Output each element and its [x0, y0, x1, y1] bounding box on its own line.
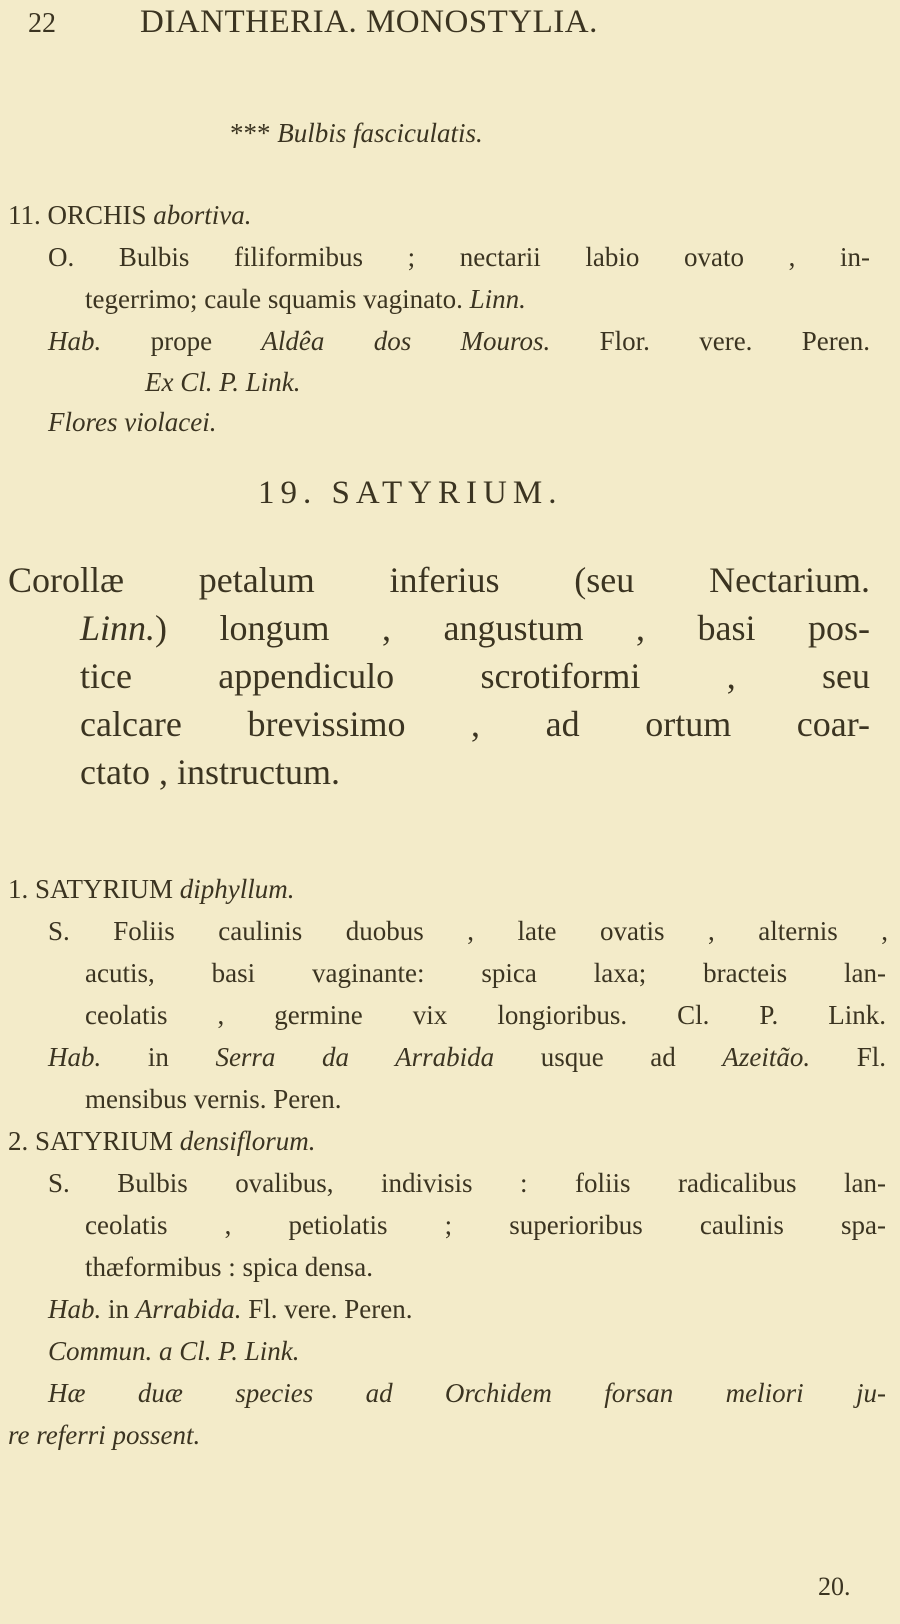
italic-text: Hæ duæ species ad Orchidem forsan meliori ju-	[48, 1378, 886, 1408]
text-line	[80, 750, 340, 794]
text-segment: tice appendiculo scrotiformi , seu	[80, 656, 870, 696]
text-segment: S. Foliis caulinis duobus , late ovatis , alternis ,	[48, 916, 888, 946]
text-line	[8, 558, 870, 602]
text-line	[80, 606, 870, 650]
running-title: DIANTHERIA. MONOSTYLIA.	[140, 4, 598, 40]
text-segment: calcare brevissimo , ad ortum coar-	[80, 704, 870, 744]
text-line	[145, 365, 301, 399]
text-line	[85, 956, 886, 990]
text-line	[8, 198, 252, 232]
italic-text: abortiva.	[153, 200, 252, 230]
text-segment: thæformibus : spica densa.	[85, 1252, 373, 1282]
italic-text: Serra da Arrabida	[215, 1042, 495, 1072]
italic-text: densiflorum.	[179, 1126, 316, 1156]
text-segment: ceolatis , germine vix longioribus. Cl. P. Link.	[85, 1000, 886, 1030]
text-line	[80, 702, 870, 746]
text-line	[85, 1208, 886, 1242]
text-segment: in	[101, 1042, 216, 1072]
italic-text: Linn.	[469, 284, 526, 314]
text-line	[8, 1124, 316, 1158]
text-segment: mensibus vernis. Peren.	[85, 1084, 342, 1114]
text-segment: 19. SATYRIUM.	[258, 475, 563, 511]
text-segment: 11. ORCHIS	[8, 200, 154, 230]
text-segment: in	[101, 1294, 136, 1324]
text-segment: ceolatis , petiolatis ; superioribus caulinis spa-	[85, 1210, 886, 1240]
italic-text: Hab.	[48, 1042, 102, 1072]
text-segment: 1. SATYRIUM	[8, 874, 180, 904]
italic-text: Flores violacei.	[48, 407, 217, 437]
text-segment: prope	[101, 326, 262, 356]
text-segment: Fl. vere. Peren.	[241, 1294, 413, 1324]
italic-text: Linn.	[80, 608, 156, 648]
text-segment: ***	[230, 118, 278, 148]
text-line	[48, 914, 888, 948]
text-line	[48, 1334, 300, 1368]
text-segment: Fl.	[810, 1042, 886, 1072]
text-line	[85, 1082, 341, 1116]
text-line	[8, 1418, 200, 1452]
text-line	[258, 476, 562, 510]
text-line	[8, 872, 295, 906]
italic-text: Ex Cl. P. Link.	[145, 367, 301, 397]
text-segment: Flor. vere. Peren.	[550, 326, 870, 356]
italic-text: Commun. a Cl. P. Link.	[48, 1336, 300, 1366]
page-number: 22	[28, 8, 56, 39]
text-line	[48, 405, 216, 439]
text-line	[85, 998, 886, 1032]
text-line	[48, 240, 870, 274]
text-segment: ) longum , angustum , basi pos-	[155, 608, 870, 648]
text-segment: acutis, basi vaginante: spica laxa; bracteis lan-	[85, 958, 886, 988]
italic-text: diphyllum.	[179, 874, 295, 904]
text-line	[230, 116, 483, 150]
italic-text: re referri possent.	[8, 1420, 201, 1450]
italic-text: Hab.	[48, 326, 102, 356]
text-line	[85, 282, 526, 316]
italic-text: Azeitão.	[722, 1042, 811, 1072]
text-line	[48, 1292, 412, 1326]
italic-text: Hab.	[48, 1294, 102, 1324]
text-line	[48, 1376, 886, 1410]
italic-text: Aldêa dos Mouros.	[261, 326, 551, 356]
italic-text: Arrabida.	[135, 1294, 242, 1324]
text-segment: tegerrimo; caule squamis vaginato.	[85, 284, 470, 314]
text-line	[80, 654, 870, 698]
catchword: 20.	[818, 1572, 851, 1601]
italic-text: Bulbis fasciculatis.	[277, 118, 483, 148]
text-line	[48, 1166, 886, 1200]
text-segment: usque ad	[494, 1042, 723, 1072]
text-line	[85, 1250, 373, 1284]
text-segment: 2. SATYRIUM	[8, 1126, 180, 1156]
text-line	[48, 324, 870, 358]
text-segment: S. Bulbis ovalibus, indivisis : foliis radicalibus lan-	[48, 1168, 886, 1198]
text-line	[48, 1040, 886, 1074]
text-segment: O. Bulbis filiformibus ; nectarii labio ovato , in-	[48, 242, 870, 272]
text-segment: ctato , instructum.	[80, 752, 340, 792]
text-segment: Corollæ petalum inferius (seu Nectarium.	[8, 560, 870, 600]
